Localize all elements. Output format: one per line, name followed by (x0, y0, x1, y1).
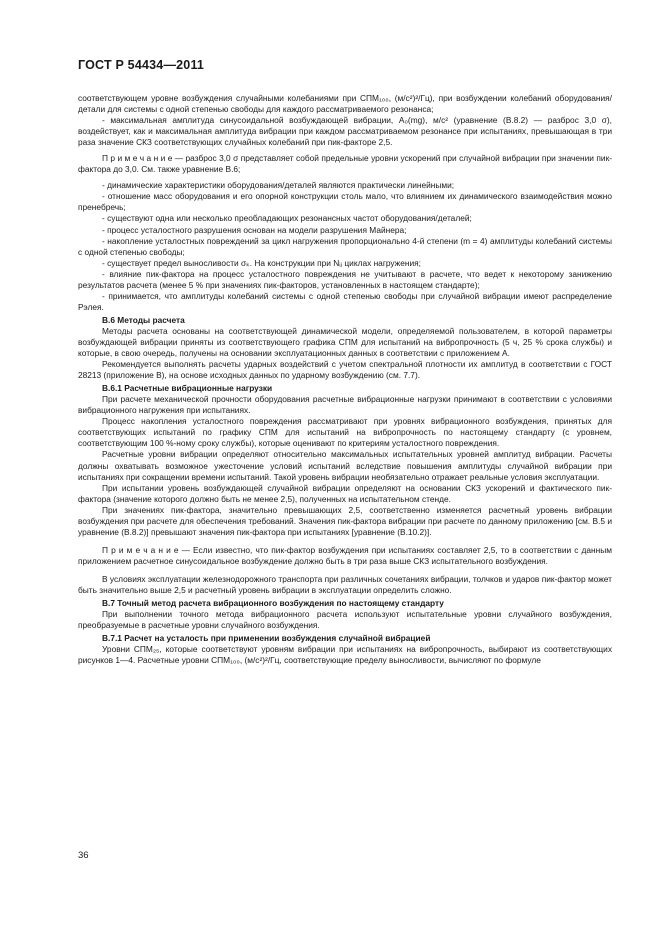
paragraph: При выполнении точного метода вибрационного расчета используют испытательные уровни случайного возбуждения, преобразуемые в расчетные уровни случайного возбуждения. (78, 609, 612, 631)
list-item: - принимается, что амплитуды колебаний системы с одной степенью свободы при случайной вибрации имеют распределение Рэлея. (78, 290, 612, 312)
note-paragraph: П р и м е ч а н и е — разброс 3,0 σ представляет собой предельные уровни ускорений при случайной вибрации при значении пик-фактора до 3,0. См. также уравнение В.6; (78, 153, 612, 175)
paragraph: соответствующем уровне возбуждения случайными колебаниями при СПМ₁₀₀, (м/с²)²/Гц), при возбуждении колебаний оборудования/детали для системы с одной степенью свободы для каждого рассматриваемого резонанса; (78, 93, 612, 115)
paragraph: Методы расчета основаны на соответствующей динамической модели, определяемой пользователем, в которой параметры возбуждающей вибрации приняты из соответствующего графика СПМ для испытаний на вибропрочность (5 ч, 25 % срока службы) и которые, в свою очередь, получены на основании эксплуатационных данных в соответствии с приложением А. (78, 325, 612, 359)
list-item: - динамические характеристики оборудования/деталей являются практически линейными; (102, 180, 455, 191)
note-paragraph: П р и м е ч а н и е — Если известно, что пик-фактор возбуждения при испытаниях составляет 2,5, то в соответствии с данным приложением расчетное синусоидальное возбуждение должно быть в три раза выше СКЗ испытательного возбуждения. (78, 544, 612, 566)
section-heading: В.7 Точный метод расчета вибрационного возбуждения по настоящему стандарту (102, 598, 444, 609)
list-item: - накопление усталостных повреждений за цикл нагружения пропорционально 4-й степени (m = 4) амплитуды колебаний системы с одной степенью свободы; (78, 235, 612, 257)
list-item: - существуют одна или несколько преобладающих резонансных частот оборудования/деталей; (102, 213, 472, 224)
paragraph: При испытании уровень возбуждающей случайной вибрации определяют на основании СКЗ ускорений и фактического пик-фактора (значение которого должно быть не менее 2,5), полученных на испытательном стенде. (78, 482, 612, 504)
paragraph: В условиях эксплуатации железнодорожного транспорта при различных сочетаниях вибрации, толчков и ударов пик-фактор может быть значительно выше 2,5 и расчетный уровень вибрации в эксплуатации определить сложно. (78, 573, 612, 595)
page-number: 36 (78, 850, 89, 861)
list-item: - максимальная амплитуда синусоидальной возбуждающей вибрации, A₀(mg), м/с² (уравнение (В.8.2) — разброс 3,0 σ), воздействует, как и максимальная амплитуда вибрации при каждом рассматриваемом резонансе при испытаниях, превышающая в три раза значение СКЗ соответствующих случайных колебаний при пик-факторе 2,5. (78, 115, 612, 148)
list-item: - отношение масс оборудования и его опорной конструкции столь мало, что влиянием их динамического взаимодействия можно пренебречь; (78, 191, 612, 213)
paragraph: Рекомендуется выполнять расчеты ударных воздействий с учетом спектральной плотности их амплитуд в соответствии с ГОСТ 28213 (приложение В), на основе исходных данных по ударному возбуждению (см. 7.7). (78, 359, 612, 381)
document-body (78, 93, 612, 666)
paragraph: Процесс накопления усталостного повреждения рассматривают при уровнях вибрационного возбуждения, принятых для соответствующих испытаний по графику СПМ для испытаний на вибропрочность по настоящему стандарту (с уровнем, соответствующим 100 %-ному сроку службы), которые оценивают по критериям усталостного повреждения. (78, 416, 612, 449)
list-item: - влияние пик-фактора на процесс усталостного повреждения не учитывают в расчете, что ведет к некоторому занижению результатов расчета (менее 5 % при значениях пик-факторов, установленных в настоящем стандарте); (78, 268, 612, 290)
section-heading: В.7.1 Расчет на усталость при применении возбуждения случайной вибрацией (102, 633, 431, 644)
section-heading: В.6.1 Расчетные вибрационные нагрузки (102, 383, 273, 394)
list-item: - существует предел выносливости σₖ. На конструкции при Nᵢⱼ циклах нагружения; (102, 257, 422, 268)
paragraph: При значениях пик-фактора, значительно превышающих 2,5, соответственно изменяется расчетный уровень вибрации возбуждения при расчете для обеспечения требований. Значения пик-фактора вибрации при расчете по данному приложению [см. В.5 и уравнение (В.8.2)] превышают значения пик-фактора при испытаниях [уравнение (В.10.2)]. (78, 504, 612, 537)
section-heading: В.6 Методы расчета (102, 314, 185, 325)
page-header: ГОСТ Р 54434—2011 (78, 58, 205, 72)
list-item: - процесс усталостного разрушения основан на модели разрушения Майнера; (102, 224, 407, 235)
paragraph: Расчетные уровни вибрации определяют относительно максимальных испытательных уровней амплитуд вибрации. Расчеты должны охватывать возможное ужесточение условий испытаний вследствие повышения амплитуды случайной вибрации при испытаниях при сокращении времени испытаний. Такой уровень вибрации необязательно отражает реальные условия эксплуатации. (78, 449, 612, 482)
paragraph: Уровни СПМ₂₅, которые соответствуют уровням вибрации при испытаниях на вибропрочность, выбирают из соответствующих рисунков 1—4. Расчетные уровни СПМ₁₀₀, (м/с²)²/Гц, соответствующие пределу выносливости, вычисляют по формуле (78, 644, 612, 666)
paragraph: При расчете механической прочности оборудования расчетные вибрационные нагрузки принимают в соответствии с условиями вибрационного нагружения при испытаниях. (78, 394, 612, 416)
